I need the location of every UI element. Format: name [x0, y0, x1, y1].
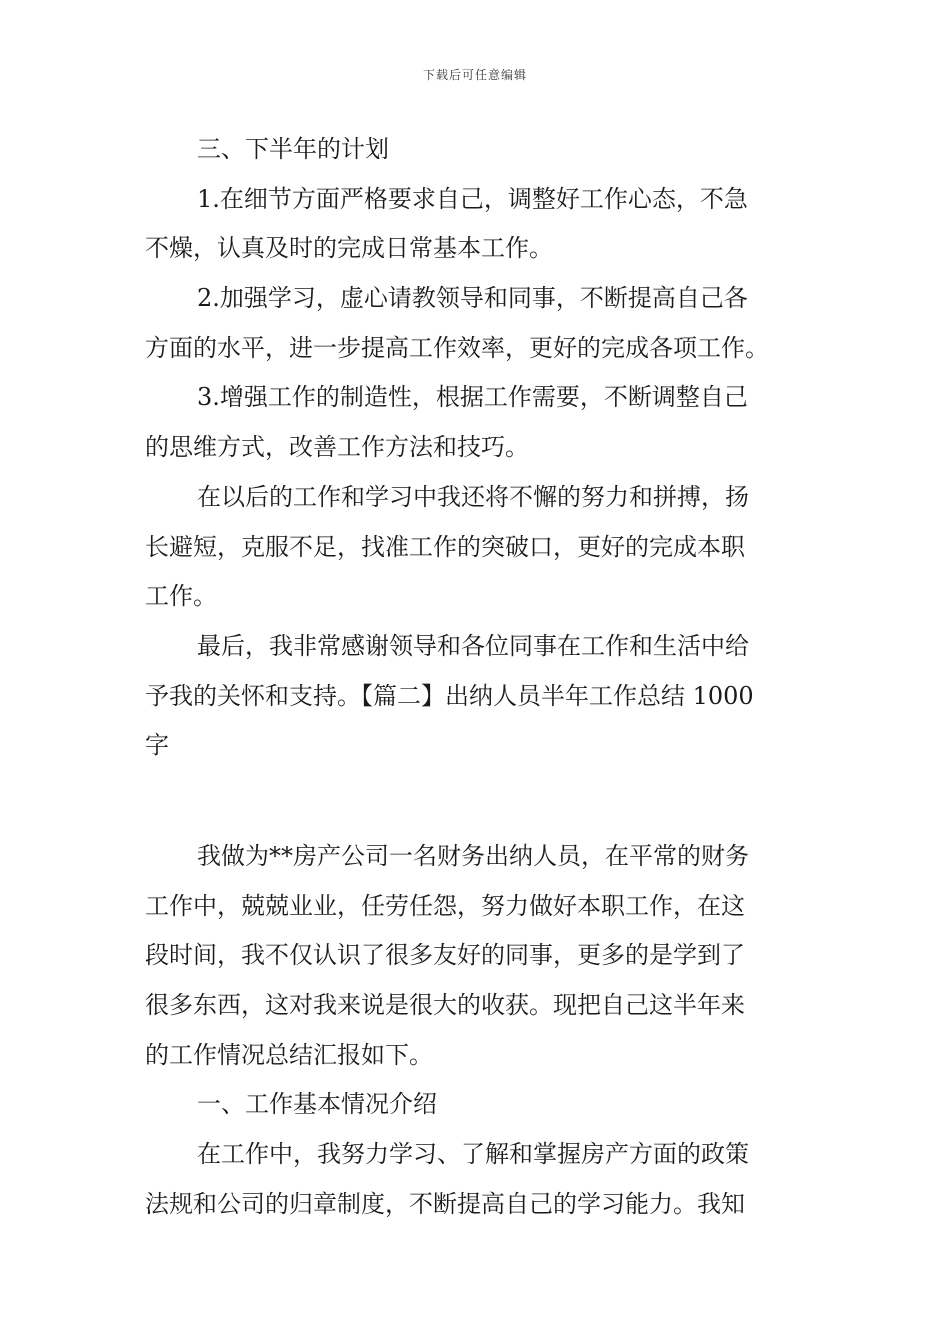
section-heading-overview: 一、工作基本情况介绍 — [197, 1090, 437, 1119]
paragraph-line: 工作中，兢兢业业，任劳任怨，努力做好本职工作，在这 — [145, 891, 745, 920]
paragraph-line: 段时间，我不仅认识了很多友好的同事，更多的是学到了 — [145, 941, 745, 970]
paragraph-line: 很多东西，这对我来说是很大的收获。现把自己这半年来 — [145, 991, 745, 1019]
paragraph-line: 的工作情况总结汇报如下。 — [145, 1040, 433, 1069]
paragraph-line: 我做为**房产公司一名财务出纳人员，在平常的财务 — [197, 841, 749, 870]
paragraph-line: 法规和公司的归章制度，不断提高自己的学习能力。我知 — [145, 1189, 745, 1218]
paragraph-line: 予我的关怀和支持。【篇二】出纳人员半年工作总结 1000 — [145, 681, 754, 710]
blank-spacer — [145, 771, 810, 832]
paragraph-line: 2.加强学习，虚心请教领导和同事，不断提高自己各 — [197, 284, 748, 313]
page-header: 下载后可任意编辑 — [422, 68, 527, 82]
paragraph-line: 1.在细节方面严格要求自己，调整好工作心态，不急 — [197, 184, 748, 213]
paragraph-line: 字 — [145, 731, 169, 760]
paragraph-line: 在以后的工作和学习中我还将不懈的努力和拼搏，扬 — [197, 482, 749, 511]
paragraph-line: 的思维方式，改善工作方法和技巧。 — [145, 433, 529, 462]
paragraph-line: 3.增强工作的制造性，根据工作需要，不断调整自己 — [197, 383, 748, 412]
section-heading-plan: 三、下半年的计划 — [197, 135, 389, 163]
paragraph-line: 方面的水平，进一步提高工作效率，更好的完成各项工作。 — [145, 333, 769, 362]
paragraph-line: 最后，我非常感谢领导和各位同事在工作和生活中给 — [197, 631, 749, 660]
paragraph-line: 在工作中，我努力学习、了解和掌握房产方面的政策 — [197, 1140, 749, 1169]
paragraph-line: 长避短，克服不足，找准工作的突破口，更好的完成本职 — [145, 532, 745, 561]
paragraph-line: 工作。 — [145, 582, 217, 611]
document-body — [145, 125, 810, 1229]
paragraph-line: 不燥，认真及时的完成日常基本工作。 — [145, 234, 553, 263]
